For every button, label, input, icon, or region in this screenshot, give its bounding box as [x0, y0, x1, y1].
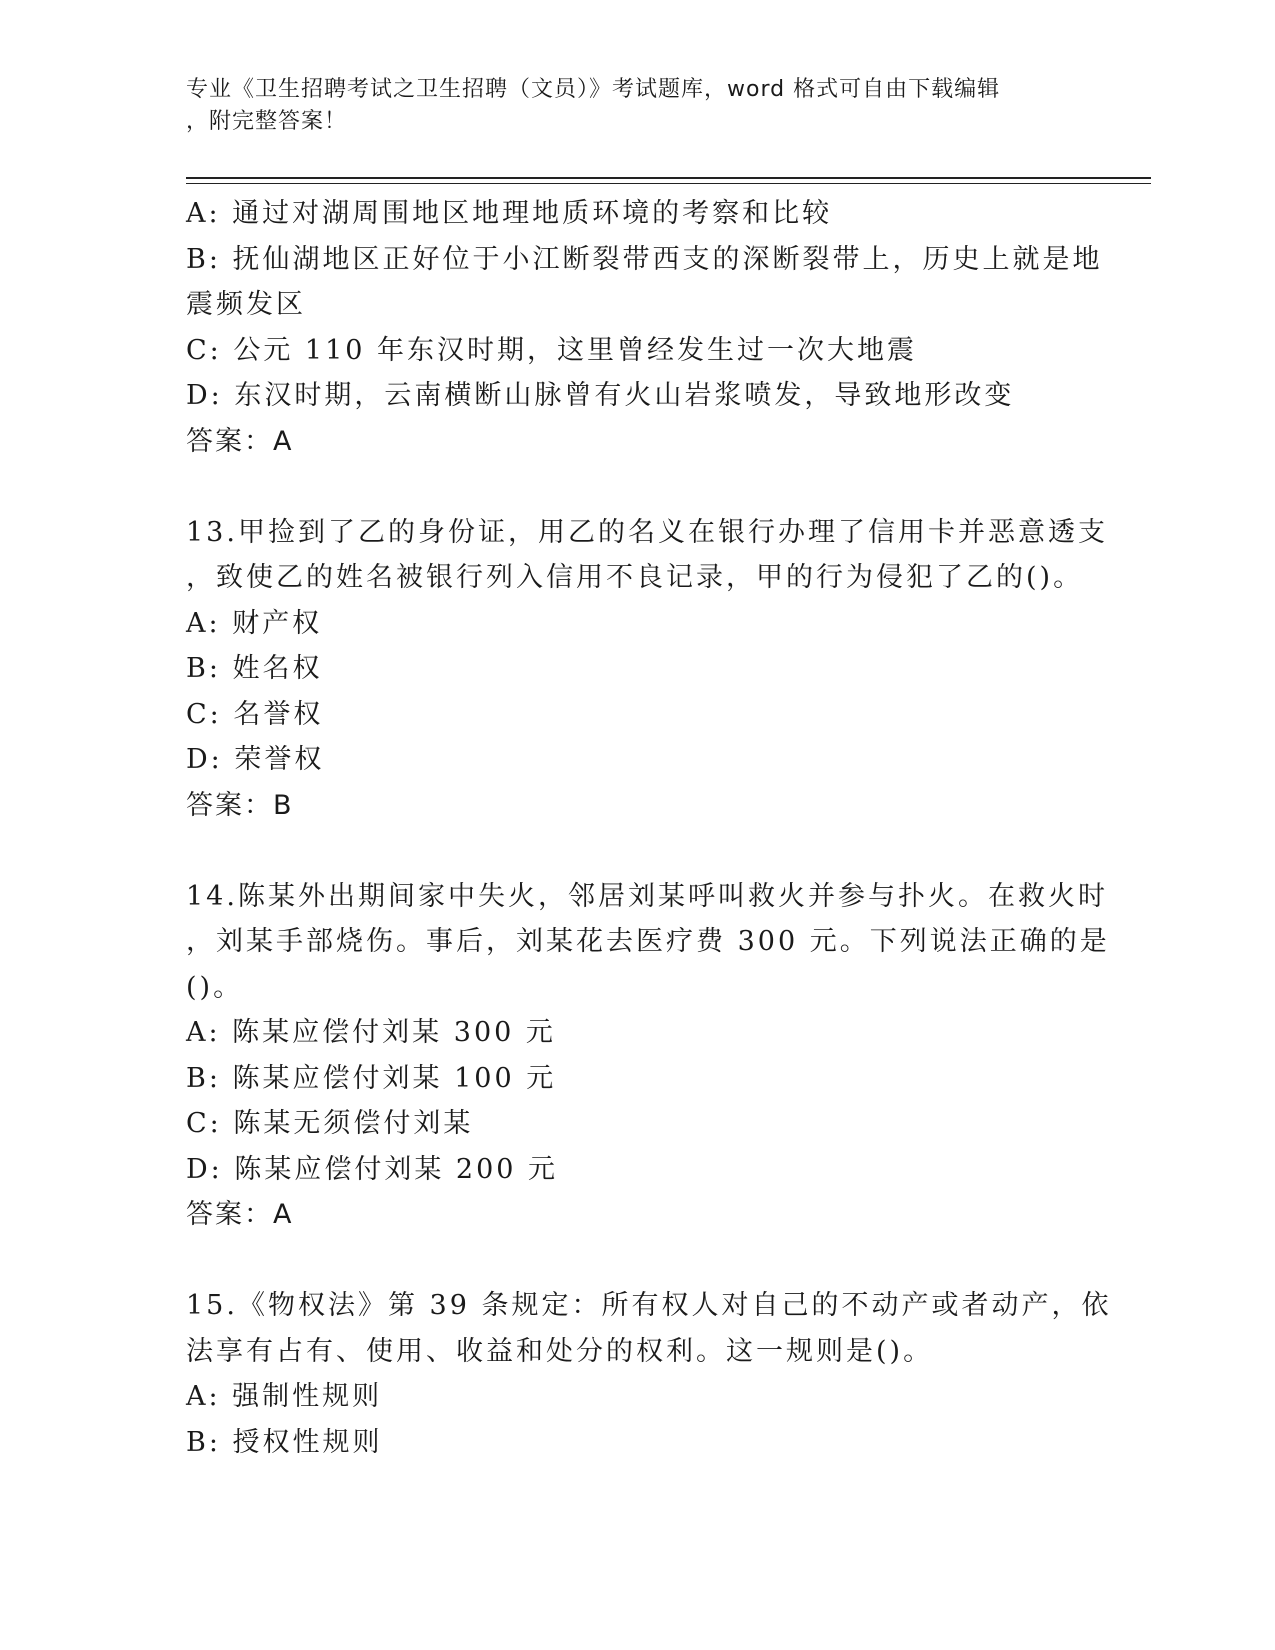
- option-a: A: 财产权: [186, 607, 323, 639]
- answer: 答案：A: [186, 1199, 294, 1230]
- header-line-1: 专业《卫生招聘考试之卫生招聘（文员）》考试题库，word 格式可自由下载编辑: [186, 77, 1001, 102]
- question-stem-line-2: ，致使乙的姓名被银行列入信用不良记录，甲的行为侵犯了乙的()。: [186, 562, 1084, 593]
- question-stem-line-3: ()。: [186, 971, 244, 1003]
- spacer: [186, 1238, 1086, 1284]
- option-c: C: 名誉权: [186, 698, 324, 730]
- question-14: [186, 874, 1110, 1238]
- spacer: [186, 464, 1086, 510]
- question-stem-line-1: 13.甲捡到了乙的身份证，用乙的名义在银行办理了信用卡并恶意透支: [186, 516, 1108, 548]
- question-stem-line-1: 15.《物权法》第 39 条规定：所有权人对自己的不动产或者动产，依: [186, 1290, 1112, 1321]
- question-stem-line-2: 法享有占有、使用、收益和处分的权利。这一规则是()。: [186, 1335, 934, 1367]
- option-b: B: 姓名权: [186, 653, 323, 684]
- header-divider-thick: [186, 177, 1151, 179]
- document-header: [186, 74, 1086, 138]
- question-13: [186, 510, 1108, 829]
- header-line-2: ，附完整答案！: [186, 109, 348, 134]
- option-c: C: 陈某无须偿付刘某: [186, 1108, 474, 1139]
- option-b: B: 陈某应偿付刘某 100 元: [186, 1062, 557, 1094]
- option-a: A: 陈某应偿付刘某 300 元: [186, 1017, 556, 1048]
- option-d: D: 陈某应偿付刘某 200 元: [186, 1153, 559, 1185]
- option-a: A: 通过对湖周围地区地理地质环境的考察和比较: [186, 198, 833, 229]
- question-12: [186, 191, 1103, 464]
- question-list: [186, 191, 1112, 1465]
- option-b-line-2: 震频发区: [186, 289, 306, 320]
- answer: 答案：B: [186, 789, 294, 821]
- question-stem-line-2: ，刘某手部烧伤。事后，刘某花去医疗费 300 元。下列说法正确的是: [186, 926, 1110, 957]
- question-stem-line-1: 14.陈某外出期间家中失火，邻居刘某呼叫救火并参与扑火。在救火时: [186, 880, 1108, 912]
- option-d: D: 荣誉权: [186, 744, 325, 775]
- spacer: [186, 828, 1086, 874]
- question-15: [186, 1283, 1112, 1465]
- option-c: C: 公元 110 年东汉时期，这里曾经发生过一次大地震: [186, 334, 918, 366]
- header-divider-thin: [186, 183, 1151, 184]
- answer: 答案：A: [186, 425, 294, 457]
- option-b-line-1: B: 抚仙湖地区正好位于小江断裂带西支的深断裂带上，历史上就是地: [186, 243, 1103, 275]
- option-b: B: 授权性规则: [186, 1426, 383, 1458]
- option-a: A: 强制性规则: [186, 1381, 383, 1412]
- option-d: D: 东汉时期，云南横断山脉曾有火山岩浆喷发，导致地形改变: [186, 380, 1015, 411]
